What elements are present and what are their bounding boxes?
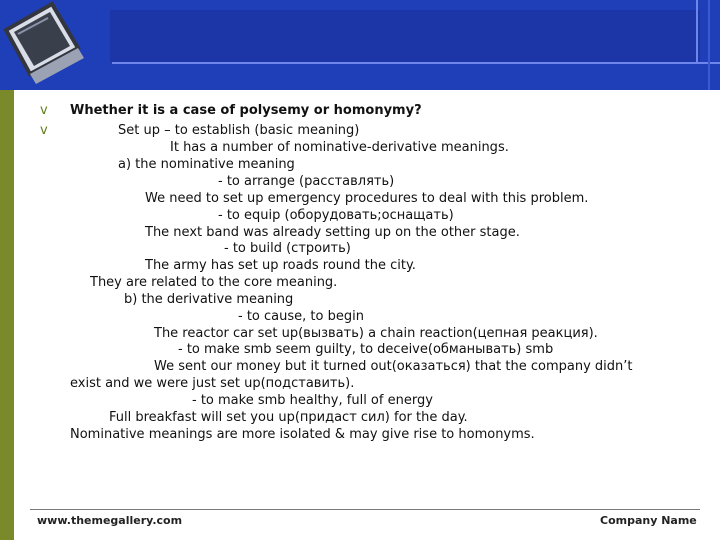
text-line: - to make smb healthy, full of energy <box>192 393 433 408</box>
header-accent-line-2 <box>708 0 710 90</box>
text-line: - to equip (оборудовать;оснащать) <box>218 208 454 223</box>
text-line: It has a number of nominative-derivative meanings. <box>170 140 509 155</box>
text-line: - to make smb seem guilty, to deceive(обманывать) smb <box>178 342 554 357</box>
text-line: The reactor car set up(вызвать) a chain reaction(цепная реакция). <box>154 326 598 341</box>
left-accent-bar <box>0 90 14 540</box>
bullet-icon: v <box>40 103 48 118</box>
text-line: - to build (строить) <box>224 241 351 256</box>
monitor-logo-icon <box>0 0 110 90</box>
text-line: - to arrange (расставлять) <box>218 174 395 189</box>
text-line: The army has set up roads round the city. <box>145 258 416 273</box>
text-line: They are related to the core meaning. <box>90 275 338 290</box>
text-line: b) the derivative meaning <box>124 292 294 307</box>
footer-divider <box>30 509 700 510</box>
text-line: The next band was already setting up on the other stage. <box>145 225 520 240</box>
text-line: exist and we were just set up(подставить). <box>70 376 355 391</box>
text-line: We sent our money but it turned out(оказаться) that the company didn’t <box>154 359 633 374</box>
text-line: We need to set up emergency procedures to deal with this problem. <box>145 191 589 206</box>
text-line: Nominative meanings are more isolated & may give rise to homonyms. <box>70 427 535 442</box>
header-separator <box>112 62 720 64</box>
slide-title: Whether it is a case of polysemy or homonymy? <box>70 103 422 118</box>
footer-website: www.themegallery.com <box>37 514 183 527</box>
text-line: Set up – to establish (basic meaning) <box>118 123 360 138</box>
text-line: Full breakfast will set you up(придаст сил) for the day. <box>109 410 468 425</box>
text-line: a) the nominative meaning <box>118 157 295 172</box>
footer-company-name: Company Name <box>600 514 697 527</box>
header-accent-line <box>696 0 698 62</box>
text-line: - to cause, to begin <box>238 309 364 324</box>
bullet-icon: v <box>40 123 48 138</box>
header-title-area <box>110 10 700 62</box>
